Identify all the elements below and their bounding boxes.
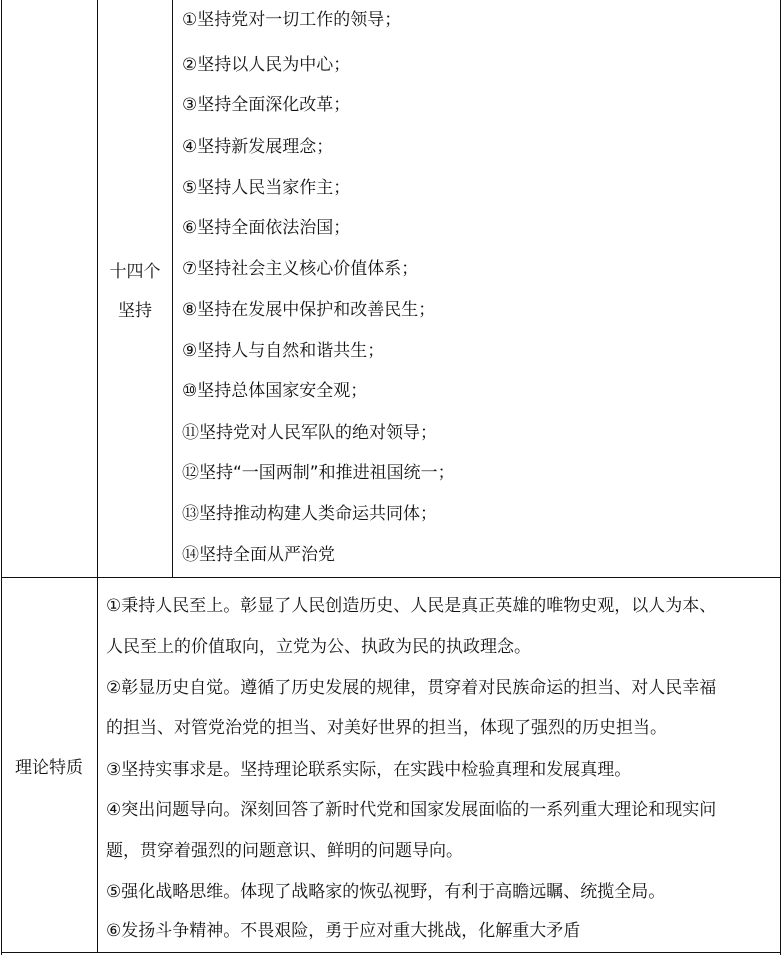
column-divider-inner xyxy=(172,0,173,578)
paragraph-line: 的担当、对管党治党的担当、对美好世界的担当，体现了强烈的历史担当。 xyxy=(106,718,667,738)
paragraph-line: 人民至上的价值取向，立党为公、执政为民的执政理念。 xyxy=(106,637,531,657)
list-item: ①坚持党对一切工作的领导； xyxy=(182,10,402,30)
list-item: ⑬坚持推动构建人类命运共同体； xyxy=(182,504,437,524)
list-item: ⑫坚持“一国两制”和推进祖国统一； xyxy=(182,463,455,483)
column-divider-main xyxy=(97,0,98,953)
list-item: ④坚持新发展理念； xyxy=(182,137,334,157)
category-label-line2: 坚持 xyxy=(118,301,152,321)
paragraph-line: ④突出问题导向。深刻回答了新时代党和国家发展面临的一系列重大理论和现实问 xyxy=(106,800,717,820)
list-item: ⑥坚持全面依法治国； xyxy=(182,218,351,238)
table-border-bottom xyxy=(1,952,781,953)
paragraph-line: ③坚持实事求是。坚持理论联系实际，在实践中检验真理和发展真理。 xyxy=(106,760,632,780)
paragraph-line: ②彰显历史自觉。遵循了历史发展的规律，贯穿着对民族命运的担当、对人民幸福 xyxy=(106,678,717,698)
list-item: ⑦坚持社会主义核心价值体系； xyxy=(182,259,419,279)
paragraph-line: 题，贯穿着强烈的问题意识、鲜明的问题导向。 xyxy=(106,841,463,861)
paragraph-line: ⑥发扬斗争精神。不畏艰险，勇于应对重大挑战，化解重大矛盾 xyxy=(106,921,581,941)
paragraph-line: ⑤强化战略思维。体现了战略家的恢弘视野，有利于高瞻远瞩、统揽全局。 xyxy=(106,882,666,902)
list-item: ⑩坚持总体国家安全观； xyxy=(182,381,368,401)
list-item: ⑤坚持人民当家作主； xyxy=(182,178,351,198)
list-item: ⑧坚持在发展中保护和改善民生； xyxy=(182,300,436,320)
table-border-right xyxy=(780,0,781,955)
section-divider xyxy=(1,577,781,578)
list-item: ③坚持全面深化改革； xyxy=(182,95,351,115)
list-item: ②坚持以人民为中心； xyxy=(182,55,351,75)
list-item: ⑭坚持全面从严治党 xyxy=(182,545,335,565)
list-item: ⑨坚持人与自然和谐共生； xyxy=(182,341,385,361)
category-label-line1: 十四个 xyxy=(109,262,161,282)
section-header-label: 理论特质 xyxy=(15,758,83,778)
table-border-left xyxy=(1,0,2,955)
paragraph-line: ①秉持人民至上。彰显了人民创造历史、人民是真正英雄的唯物史观，以人为本、 xyxy=(106,596,717,616)
list-item: ⑪坚持党对人民军队的绝对领导； xyxy=(182,423,437,443)
